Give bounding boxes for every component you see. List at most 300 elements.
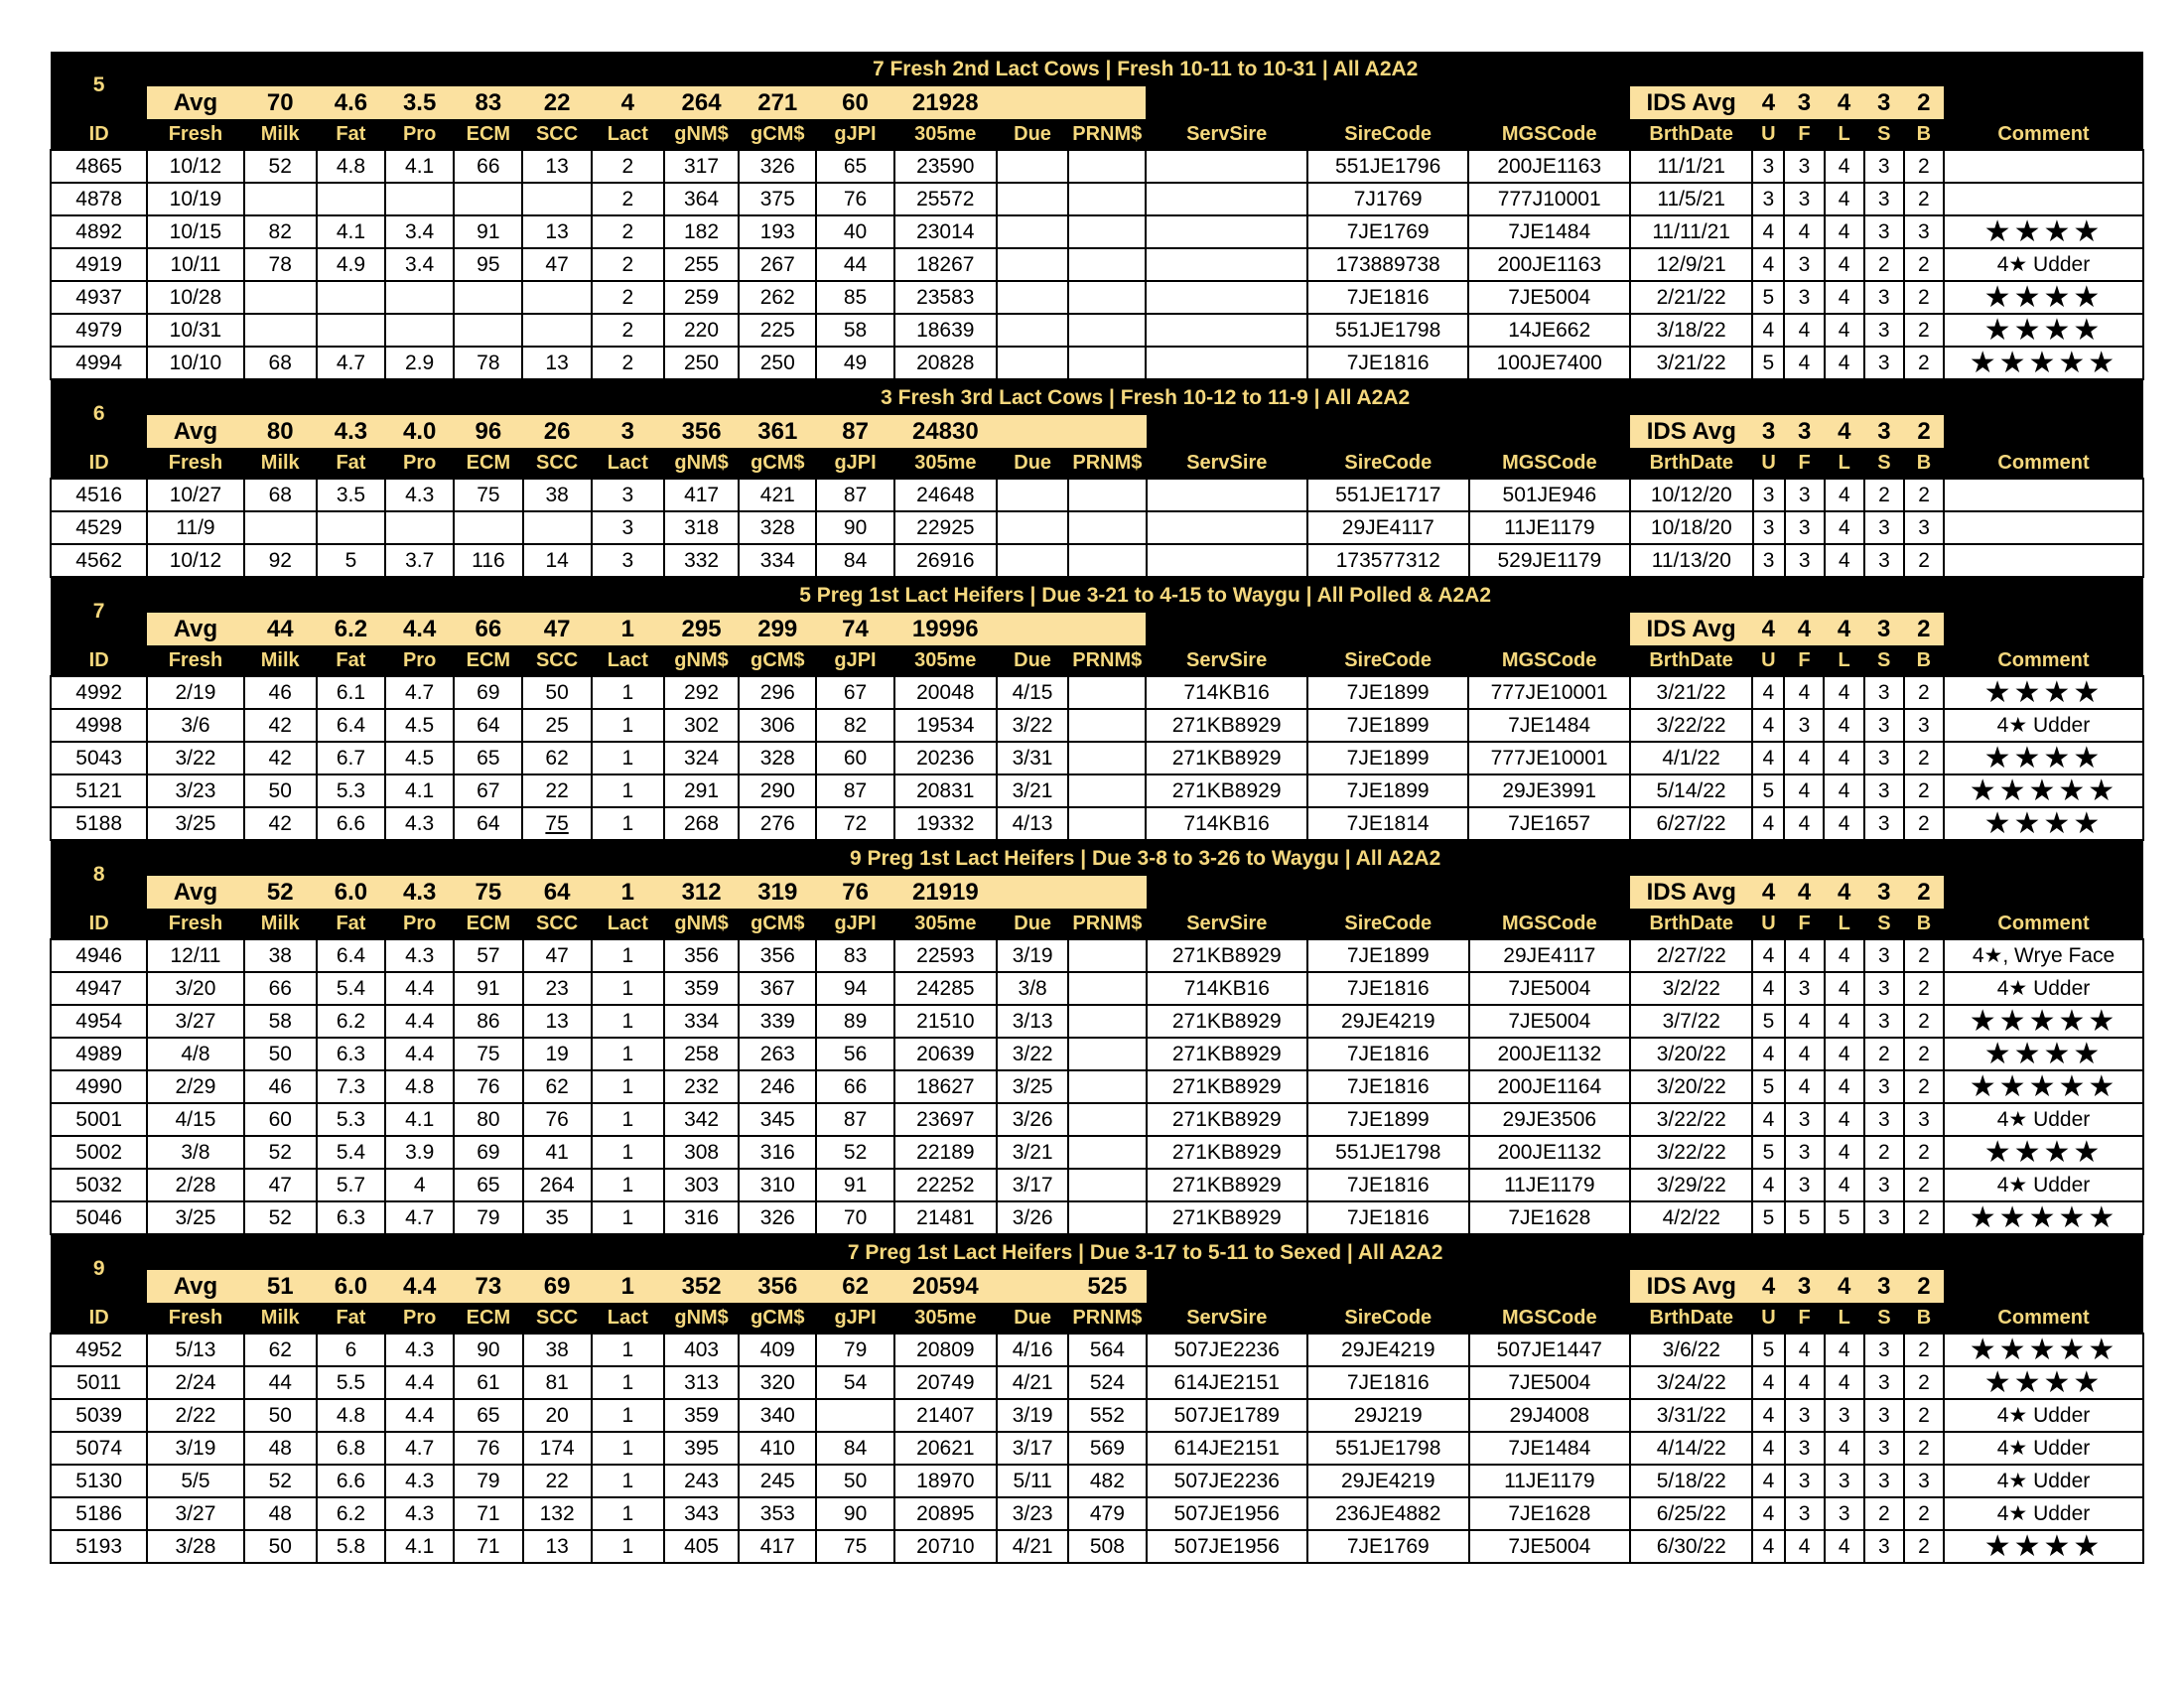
cell-gjpi: 82 bbox=[816, 709, 893, 742]
cell-lact: 1 bbox=[592, 1530, 664, 1563]
col-header-l: L bbox=[1824, 645, 1863, 676]
cell-sirecode: 7JE1899 bbox=[1307, 939, 1469, 972]
cell-comment bbox=[1944, 511, 2143, 544]
cell-scc: 41 bbox=[523, 1136, 592, 1169]
cell-fresh: 10/31 bbox=[147, 314, 243, 347]
cell-gcm: 193 bbox=[739, 215, 816, 248]
group-title-row bbox=[51, 1235, 2143, 1270]
cell-gjpi: 49 bbox=[816, 347, 893, 379]
cell-pro: 4.5 bbox=[385, 742, 454, 774]
cell-sirecode: 551JE1798 bbox=[1307, 1136, 1469, 1169]
cell-due: 3/21 bbox=[997, 774, 1068, 807]
cell-gcm: 328 bbox=[739, 511, 816, 544]
cell-s: 3 bbox=[1864, 1334, 1904, 1366]
cell-fat: 5.8 bbox=[317, 1530, 385, 1563]
avg-gjpi: 76 bbox=[816, 876, 893, 909]
cell-comment bbox=[1944, 215, 2143, 248]
col-header-u: U bbox=[1752, 119, 1784, 150]
cell-fresh: 10/28 bbox=[147, 281, 243, 314]
cell-fresh: 3/19 bbox=[147, 1432, 243, 1465]
cell-lact: 1 bbox=[592, 1497, 664, 1530]
cell-servsire: 614JE2151 bbox=[1147, 1432, 1308, 1465]
cell-comment bbox=[1944, 742, 2143, 774]
cell-gcm: 326 bbox=[739, 1201, 816, 1234]
cell-u: 5 bbox=[1752, 1005, 1784, 1038]
col-header-fat: Fat bbox=[317, 1303, 385, 1334]
cell-305me: 22189 bbox=[894, 1136, 997, 1169]
cell-ecm: 64 bbox=[454, 709, 522, 742]
cell-lact: 1 bbox=[592, 1334, 664, 1366]
col-header-lact: Lact bbox=[592, 1303, 664, 1334]
cell-id: 5011 bbox=[51, 1366, 147, 1399]
cell-id: 4919 bbox=[51, 248, 147, 281]
cell-fresh: 2/24 bbox=[147, 1366, 243, 1399]
cell-sirecode: 7JE1899 bbox=[1307, 774, 1469, 807]
cell-l: 4 bbox=[1824, 807, 1863, 840]
cell-servsire bbox=[1146, 183, 1307, 215]
cell-mgscode: 7JE5004 bbox=[1469, 1005, 1631, 1038]
cell-b: 2 bbox=[1904, 544, 1944, 577]
avg-scc: 22 bbox=[522, 86, 591, 119]
column-header-row bbox=[51, 119, 2143, 150]
cell-sirecode: 7JE1816 bbox=[1307, 347, 1469, 379]
cell-fat bbox=[317, 314, 385, 347]
cell-fat: 4.9 bbox=[317, 248, 385, 281]
cell-brthdate: 12/9/21 bbox=[1630, 248, 1752, 281]
cell-servsire: 271KB8929 bbox=[1146, 742, 1307, 774]
cell-due bbox=[997, 479, 1068, 511]
cell-ecm: 67 bbox=[454, 774, 522, 807]
col-header-comment: Comment bbox=[1944, 119, 2143, 150]
cell-prnm bbox=[1068, 511, 1146, 544]
cell-u: 4 bbox=[1752, 1497, 1784, 1530]
cell-pro: 4.4 bbox=[385, 1005, 454, 1038]
table-row bbox=[51, 281, 2143, 314]
group-avg-row bbox=[51, 613, 2143, 645]
cell-s: 3 bbox=[1864, 774, 1904, 807]
cell-prnm bbox=[1068, 742, 1146, 774]
col-header-lact: Lact bbox=[592, 909, 664, 939]
column-header-row bbox=[51, 645, 2143, 676]
cell-id: 4865 bbox=[51, 150, 147, 183]
cell-due: 3/19 bbox=[997, 939, 1068, 972]
cell-lact: 2 bbox=[592, 281, 664, 314]
avg-gcm: 356 bbox=[739, 1270, 816, 1303]
star-rating-icon: ★★★★ bbox=[1983, 1136, 2104, 1169]
cell-b: 3 bbox=[1904, 215, 1944, 248]
cell-id: 4947 bbox=[51, 972, 147, 1005]
avg-milk: 70 bbox=[244, 86, 317, 119]
cell-gcm: 225 bbox=[739, 314, 816, 347]
cell-scc: 14 bbox=[523, 544, 592, 577]
cell-f: 4 bbox=[1785, 1038, 1825, 1070]
cell-ecm: 71 bbox=[454, 1530, 522, 1563]
col-header-l: L bbox=[1825, 909, 1864, 939]
cell-u: 3 bbox=[1753, 544, 1785, 577]
cell-mgscode: 7JE5004 bbox=[1469, 972, 1631, 1005]
cell-f: 3 bbox=[1785, 1136, 1825, 1169]
cell-scc: 75 bbox=[522, 807, 591, 840]
cell-milk bbox=[244, 511, 317, 544]
cell-mgscode: 200JE1132 bbox=[1469, 1136, 1631, 1169]
col-header-scc: SCC bbox=[522, 645, 591, 676]
cell-f: 3 bbox=[1784, 183, 1824, 215]
col-header-pro: Pro bbox=[385, 1303, 454, 1334]
avg-lact: 1 bbox=[592, 613, 664, 645]
cell-mgscode: 777J10001 bbox=[1468, 183, 1630, 215]
cell-mgscode: 501JE946 bbox=[1469, 479, 1631, 511]
cell-comment bbox=[1944, 774, 2143, 807]
col-header-lact: Lact bbox=[592, 448, 664, 479]
avg-spacer bbox=[1944, 876, 2143, 909]
cell-fat: 6.3 bbox=[317, 1201, 385, 1234]
cell-s: 3 bbox=[1864, 1005, 1904, 1038]
cell-due: 5/11 bbox=[997, 1465, 1068, 1497]
cell-scc: 13 bbox=[522, 215, 591, 248]
col-header-milk: Milk bbox=[244, 645, 317, 676]
cell-servsire: 714KB16 bbox=[1146, 676, 1307, 709]
cell-gjpi: 89 bbox=[816, 1005, 893, 1038]
cell-mgscode: 29JE4117 bbox=[1469, 939, 1631, 972]
cell-gnm: 268 bbox=[664, 807, 739, 840]
cell-f: 4 bbox=[1784, 347, 1824, 379]
col-header-l: L bbox=[1825, 1303, 1864, 1334]
cell-gcm: 246 bbox=[739, 1070, 816, 1103]
cell-b: 2 bbox=[1904, 1366, 1944, 1399]
cell-brthdate: 5/14/22 bbox=[1630, 774, 1752, 807]
cell-scc: 47 bbox=[522, 248, 591, 281]
cell-prnm bbox=[1068, 215, 1146, 248]
group-avg-row bbox=[51, 415, 2143, 448]
col-header-gcm: gCM$ bbox=[739, 1303, 816, 1334]
cell-scc: 50 bbox=[522, 676, 591, 709]
table-row bbox=[51, 1366, 2143, 1399]
cell-servsire: 507JE2236 bbox=[1147, 1465, 1308, 1497]
cell-b: 2 bbox=[1904, 1136, 1944, 1169]
col-header-brthdate: BrthDate bbox=[1630, 448, 1752, 479]
col-header-ecm: ECM bbox=[454, 909, 522, 939]
col-header-l: L bbox=[1825, 119, 1864, 150]
cell-comment bbox=[1944, 1334, 2143, 1366]
ids-f: 3 bbox=[1785, 1270, 1825, 1303]
cell-l: 4 bbox=[1825, 314, 1864, 347]
cell-id: 4952 bbox=[51, 1334, 147, 1366]
cell-gjpi: 84 bbox=[816, 1432, 893, 1465]
cell-u: 5 bbox=[1752, 1201, 1784, 1234]
cell-brthdate: 5/18/22 bbox=[1630, 1465, 1752, 1497]
cell-s: 3 bbox=[1864, 1399, 1904, 1432]
cell-u: 4 bbox=[1752, 972, 1784, 1005]
ids-u: 4 bbox=[1752, 876, 1784, 909]
col-header-f: F bbox=[1785, 1303, 1825, 1334]
cell-scc: 13 bbox=[522, 150, 591, 183]
cell-fat: 5.3 bbox=[317, 1103, 385, 1136]
cell-prnm: 552 bbox=[1068, 1399, 1146, 1432]
cell-servsire: 507JE1956 bbox=[1147, 1530, 1308, 1563]
avg-spacer bbox=[1146, 613, 1307, 645]
ids-f: 4 bbox=[1784, 613, 1824, 645]
cell-f: 4 bbox=[1784, 742, 1824, 774]
col-header-fat: Fat bbox=[317, 119, 385, 150]
cell-fresh: 11/9 bbox=[147, 511, 243, 544]
col-header-milk: Milk bbox=[244, 119, 317, 150]
cell-due: 3/23 bbox=[997, 1497, 1068, 1530]
col-header-f: F bbox=[1784, 645, 1824, 676]
cell-servsire: 271KB8929 bbox=[1147, 939, 1308, 972]
cell-s: 3 bbox=[1864, 150, 1904, 183]
cell-sirecode: 236JE4882 bbox=[1307, 1497, 1469, 1530]
avg-blank bbox=[997, 86, 1068, 119]
cell-comment: 4★ Udder bbox=[1944, 1169, 2143, 1201]
cell-u: 4 bbox=[1752, 1038, 1784, 1070]
cell-f: 3 bbox=[1784, 150, 1824, 183]
cell-gnm: 313 bbox=[664, 1366, 739, 1399]
cell-sirecode: 29JE4219 bbox=[1307, 1465, 1469, 1497]
cell-305me: 18639 bbox=[894, 314, 997, 347]
cell-mgscode: 14JE662 bbox=[1468, 314, 1630, 347]
cell-s: 3 bbox=[1864, 183, 1904, 215]
avg-fat: 6.0 bbox=[317, 876, 385, 909]
col-header-milk: Milk bbox=[244, 909, 317, 939]
cell-f: 4 bbox=[1784, 774, 1824, 807]
cell-id: 5002 bbox=[51, 1136, 147, 1169]
avg-blank bbox=[997, 876, 1068, 909]
cell-servsire: 714KB16 bbox=[1147, 972, 1308, 1005]
cell-comment bbox=[1944, 544, 2143, 577]
avg-gnm: 312 bbox=[664, 876, 739, 909]
cell-f: 3 bbox=[1785, 1399, 1825, 1432]
col-header-servsire: ServSire bbox=[1147, 909, 1308, 939]
cell-gjpi: 85 bbox=[816, 281, 893, 314]
table-row bbox=[51, 1201, 2143, 1234]
cell-ecm: 76 bbox=[454, 1432, 522, 1465]
col-header-comment: Comment bbox=[1944, 1303, 2143, 1334]
cell-gjpi: 75 bbox=[816, 1530, 893, 1563]
avg-lact: 4 bbox=[592, 86, 664, 119]
cell-gnm: 243 bbox=[664, 1465, 739, 1497]
cell-mgscode: 200JE1163 bbox=[1468, 150, 1630, 183]
ids-s: 3 bbox=[1864, 876, 1904, 909]
cell-prnm bbox=[1068, 150, 1146, 183]
cell-servsire: 271KB8929 bbox=[1147, 1169, 1308, 1201]
cell-b: 3 bbox=[1904, 709, 1944, 742]
cell-brthdate: 3/20/22 bbox=[1630, 1070, 1752, 1103]
col-header-b: B bbox=[1904, 1303, 1944, 1334]
cell-b: 2 bbox=[1904, 1201, 1944, 1234]
col-header-pro: Pro bbox=[385, 645, 454, 676]
cell-id: 4990 bbox=[51, 1070, 147, 1103]
cell-f: 4 bbox=[1785, 1366, 1825, 1399]
column-header-row bbox=[51, 1303, 2143, 1334]
cell-scc: 47 bbox=[523, 939, 592, 972]
col-header-prnm: PRNM$ bbox=[1068, 448, 1146, 479]
cell-brthdate: 11/5/21 bbox=[1630, 183, 1752, 215]
cell-f: 4 bbox=[1784, 314, 1824, 347]
cell-brthdate: 3/31/22 bbox=[1630, 1399, 1752, 1432]
star-rating-icon: ★★★★ bbox=[1983, 1038, 2104, 1070]
avg-gnm: 356 bbox=[664, 415, 739, 448]
cell-brthdate: 3/21/22 bbox=[1630, 347, 1752, 379]
col-header-gjpi: gJPI bbox=[816, 1303, 893, 1334]
cell-f: 3 bbox=[1785, 1103, 1825, 1136]
cell-s: 3 bbox=[1864, 972, 1904, 1005]
cell-due: 3/22 bbox=[997, 709, 1068, 742]
cell-mgscode: 7JE1484 bbox=[1468, 215, 1630, 248]
cell-fresh: 5/13 bbox=[147, 1334, 243, 1366]
col-header-mgscode: MGSCode bbox=[1468, 119, 1630, 150]
cell-pro bbox=[385, 314, 454, 347]
col-header-gnm: gNM$ bbox=[664, 448, 739, 479]
cell-pro: 4.4 bbox=[385, 972, 454, 1005]
cell-305me: 20621 bbox=[894, 1432, 997, 1465]
cell-u: 5 bbox=[1752, 1070, 1784, 1103]
cell-305me: 22252 bbox=[894, 1169, 997, 1201]
avg-pro: 4.0 bbox=[385, 415, 454, 448]
cell-scc: 76 bbox=[523, 1103, 592, 1136]
cell-milk: 48 bbox=[244, 1432, 317, 1465]
cell-fat: 3.5 bbox=[317, 479, 385, 511]
avg-lact: 3 bbox=[592, 415, 664, 448]
cell-gjpi: 87 bbox=[816, 1103, 893, 1136]
cell-comment: 4★ Udder bbox=[1944, 248, 2143, 281]
cell-305me: 23014 bbox=[894, 215, 997, 248]
cell-scc bbox=[523, 511, 592, 544]
cell-l: 4 bbox=[1825, 1169, 1864, 1201]
cell-milk: 50 bbox=[244, 1530, 317, 1563]
cell-brthdate: 3/2/22 bbox=[1630, 972, 1752, 1005]
cell-prnm bbox=[1068, 676, 1146, 709]
col-header-305me: 305me bbox=[894, 1303, 997, 1334]
cell-s: 3 bbox=[1864, 1070, 1904, 1103]
cell-fresh: 3/27 bbox=[147, 1497, 243, 1530]
cell-scc: 38 bbox=[523, 479, 592, 511]
avg-me: 19996 bbox=[894, 613, 997, 645]
cell-u: 3 bbox=[1753, 479, 1785, 511]
cell-due bbox=[997, 248, 1068, 281]
column-header-row bbox=[51, 448, 2143, 479]
cell-fat: 6.7 bbox=[317, 742, 385, 774]
cell-fresh: 3/22 bbox=[147, 742, 243, 774]
cell-fat: 6 bbox=[317, 1334, 385, 1366]
cell-mgscode: 29JE3506 bbox=[1469, 1103, 1631, 1136]
avg-scc: 69 bbox=[523, 1270, 592, 1303]
cell-ecm: 95 bbox=[454, 248, 522, 281]
cell-l: 4 bbox=[1825, 183, 1864, 215]
cell-comment: 4★ Udder bbox=[1944, 1103, 2143, 1136]
cell-f: 3 bbox=[1785, 1169, 1825, 1201]
cell-gcm: 334 bbox=[739, 544, 816, 577]
cell-brthdate: 11/11/21 bbox=[1630, 215, 1752, 248]
cell-fat bbox=[317, 281, 385, 314]
cell-ecm: 65 bbox=[454, 1169, 522, 1201]
ids-l: 4 bbox=[1825, 1270, 1864, 1303]
avg-spacer bbox=[1147, 1270, 1308, 1303]
cell-gjpi: 90 bbox=[816, 1497, 893, 1530]
cell-f: 3 bbox=[1785, 479, 1825, 511]
cell-l: 4 bbox=[1825, 150, 1864, 183]
col-header-u: U bbox=[1753, 448, 1785, 479]
avg-pro: 4.4 bbox=[385, 613, 454, 645]
cell-ecm: 71 bbox=[454, 1497, 522, 1530]
cell-b: 2 bbox=[1904, 1334, 1944, 1366]
cell-id: 5032 bbox=[51, 1169, 147, 1201]
cell-gjpi: 87 bbox=[816, 479, 893, 511]
star-rating-icon: ★★★★★ bbox=[1969, 1334, 2118, 1366]
cell-due bbox=[997, 347, 1068, 379]
group-title-row bbox=[51, 380, 2143, 415]
cell-brthdate: 4/2/22 bbox=[1630, 1201, 1752, 1234]
cell-due bbox=[997, 511, 1068, 544]
col-header-comment: Comment bbox=[1944, 448, 2143, 479]
cell-pro: 4.3 bbox=[385, 479, 454, 511]
cell-fresh: 3/27 bbox=[147, 1005, 243, 1038]
col-header-prnm: PRNM$ bbox=[1068, 645, 1146, 676]
cell-comment bbox=[1944, 1366, 2143, 1399]
cell-servsire bbox=[1146, 347, 1307, 379]
cell-brthdate: 6/30/22 bbox=[1630, 1530, 1752, 1563]
cell-servsire: 271KB8929 bbox=[1146, 709, 1307, 742]
col-header-due: Due bbox=[997, 909, 1068, 939]
cell-sirecode: 29JE4117 bbox=[1307, 511, 1469, 544]
cell-gcm: 262 bbox=[739, 281, 816, 314]
cell-comment bbox=[1944, 807, 2143, 840]
cell-milk: 42 bbox=[244, 742, 317, 774]
cell-gnm: 342 bbox=[664, 1103, 739, 1136]
ids-b: 2 bbox=[1904, 876, 1944, 909]
cell-l: 4 bbox=[1825, 1136, 1864, 1169]
cell-scc: 13 bbox=[523, 1530, 592, 1563]
pen-group-9 bbox=[50, 1235, 2144, 1564]
table-row bbox=[51, 807, 2143, 840]
cell-fresh: 10/15 bbox=[147, 215, 243, 248]
cell-sirecode: 7JE1816 bbox=[1307, 281, 1469, 314]
table-row bbox=[51, 1169, 2143, 1201]
cell-gnm: 343 bbox=[664, 1497, 739, 1530]
cell-scc bbox=[522, 314, 591, 347]
cell-gcm: 263 bbox=[739, 1038, 816, 1070]
cell-gnm: 316 bbox=[664, 1201, 739, 1234]
cell-sirecode: 7JE1816 bbox=[1307, 972, 1469, 1005]
cell-b: 3 bbox=[1904, 1103, 1944, 1136]
cell-s: 3 bbox=[1864, 807, 1904, 840]
cell-305me: 20236 bbox=[894, 742, 997, 774]
col-header-gcm: gCM$ bbox=[739, 909, 816, 939]
col-header-fresh: Fresh bbox=[147, 119, 243, 150]
cell-lact: 1 bbox=[592, 1399, 664, 1432]
ids-s: 3 bbox=[1864, 1270, 1904, 1303]
cell-ecm bbox=[454, 511, 522, 544]
cell-gnm: 364 bbox=[664, 183, 739, 215]
cell-305me: 19534 bbox=[894, 709, 997, 742]
cell-gjpi: 67 bbox=[816, 676, 893, 709]
cell-id: 4994 bbox=[51, 347, 147, 379]
cell-prnm: 482 bbox=[1068, 1465, 1146, 1497]
col-header-due: Due bbox=[997, 119, 1068, 150]
cell-milk: 66 bbox=[244, 972, 317, 1005]
col-header-scc: SCC bbox=[523, 448, 592, 479]
cell-gjpi: 87 bbox=[816, 774, 893, 807]
cell-gnm: 332 bbox=[664, 544, 739, 577]
ids-b: 2 bbox=[1904, 415, 1944, 448]
col-header-ecm: ECM bbox=[454, 645, 522, 676]
cell-s: 3 bbox=[1864, 1432, 1904, 1465]
cell-scc: 174 bbox=[523, 1432, 592, 1465]
cell-b: 2 bbox=[1904, 1005, 1944, 1038]
cell-prnm bbox=[1068, 1136, 1146, 1169]
table-row bbox=[51, 742, 2143, 774]
avg-gjpi: 87 bbox=[816, 415, 893, 448]
cell-lact: 2 bbox=[592, 248, 664, 281]
